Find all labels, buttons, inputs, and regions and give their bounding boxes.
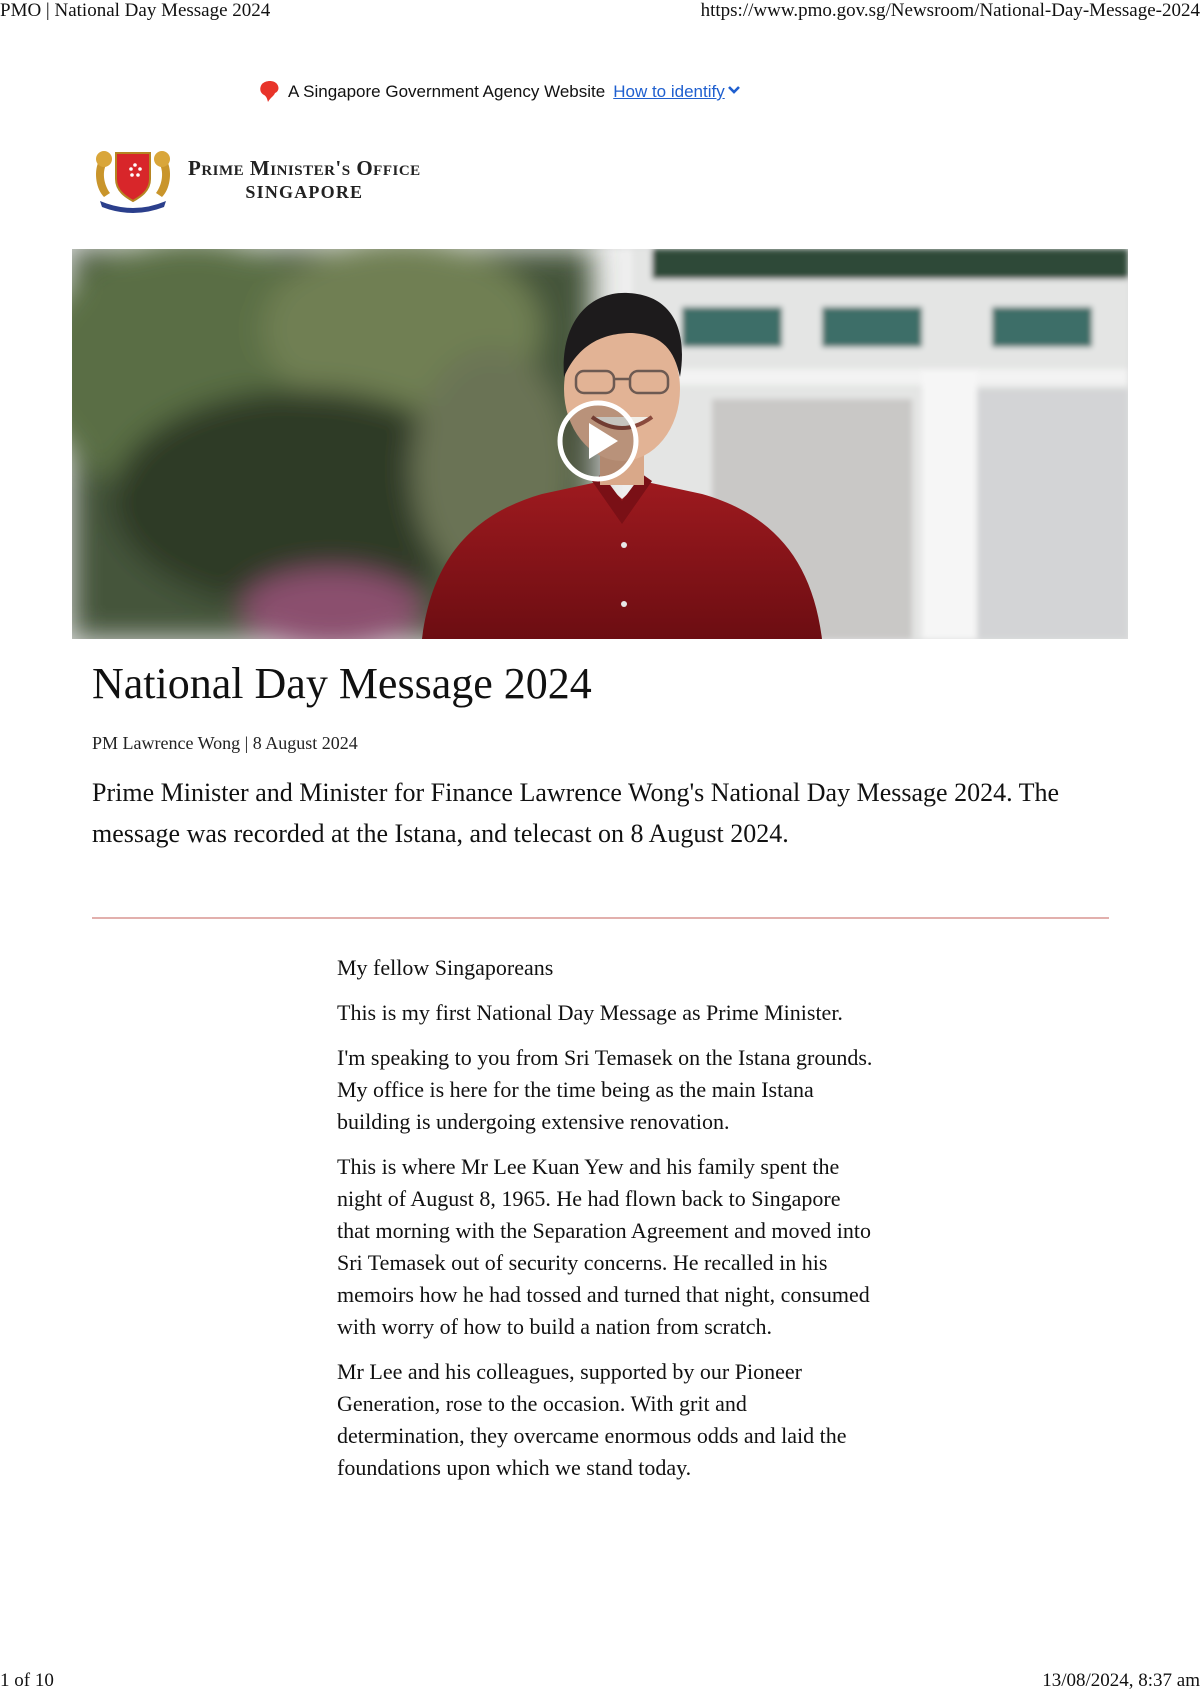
- lion-head-icon: [258, 80, 280, 104]
- pmo-logo[interactable]: [90, 142, 421, 216]
- government-masthead: [258, 78, 741, 106]
- article-body: [337, 952, 877, 1497]
- section-divider: [92, 917, 1109, 919]
- chevron-down-icon: [727, 82, 741, 96]
- page-title: National Day Message 2024: [92, 659, 592, 708]
- pmo-name: Prime Minister's Office: [188, 155, 421, 180]
- article-byline: PM Lawrence Wong | 8 August 2024: [92, 733, 358, 753]
- print-header: [0, 0, 1200, 24]
- pmo-wordmark: [188, 155, 421, 202]
- article-paragraph: My fellow Singaporeans: [337, 955, 554, 980]
- how-to-identify-label: How to identify: [613, 82, 725, 101]
- page-indicator: 1 of 10: [0, 1670, 54, 1691]
- state-crest-icon: [90, 143, 176, 215]
- article-paragraph: I'm speaking to you from Sri Temasek on the Istana grounds. My office is here for the time being as the main Istana building is undergoing extensive renovation.: [337, 1045, 873, 1134]
- print-footer: [0, 1670, 1200, 1694]
- print-page-title: PMO | National Day Message 2024: [0, 0, 271, 21]
- print-timestamp: 13/08/2024, 8:37 am: [1042, 1670, 1200, 1691]
- article-paragraph: This is my first National Day Message as Prime Minister.: [337, 1000, 843, 1025]
- agency-text: A Singapore Government Agency Website: [288, 82, 606, 101]
- play-button[interactable]: [556, 399, 640, 483]
- play-icon: [556, 399, 640, 483]
- article-paragraph: This is where Mr Lee Kuan Yew and his family spent the night of August 8, 1965. He had flown back to Singapore that morning with the Separation Agreement and moved into Sri Temasek out of security concerns. He recalled in his memoirs how he had tossed and turned that night, consumed with worry of how to build a nation from scratch.: [337, 1154, 871, 1339]
- pmo-country: SINGAPORE: [245, 181, 364, 202]
- article-summary: Prime Minister and Minister for Finance Lawrence Wong's National Day Message 2024. The message was recorded at the Istana, and telecast on 8 August 2024.: [92, 778, 1060, 848]
- how-to-identify-link[interactable]: [613, 82, 741, 102]
- print-url: https://www.pmo.gov.sg/Newsroom/National-Day-Message-2024: [700, 0, 1200, 21]
- video-player[interactable]: [72, 249, 1128, 639]
- article-paragraph: Mr Lee and his colleagues, supported by our Pioneer Generation, rose to the occasion. With grit and determination, they overcame enormous odds and laid the foundations upon which we stand today.: [337, 1359, 847, 1480]
